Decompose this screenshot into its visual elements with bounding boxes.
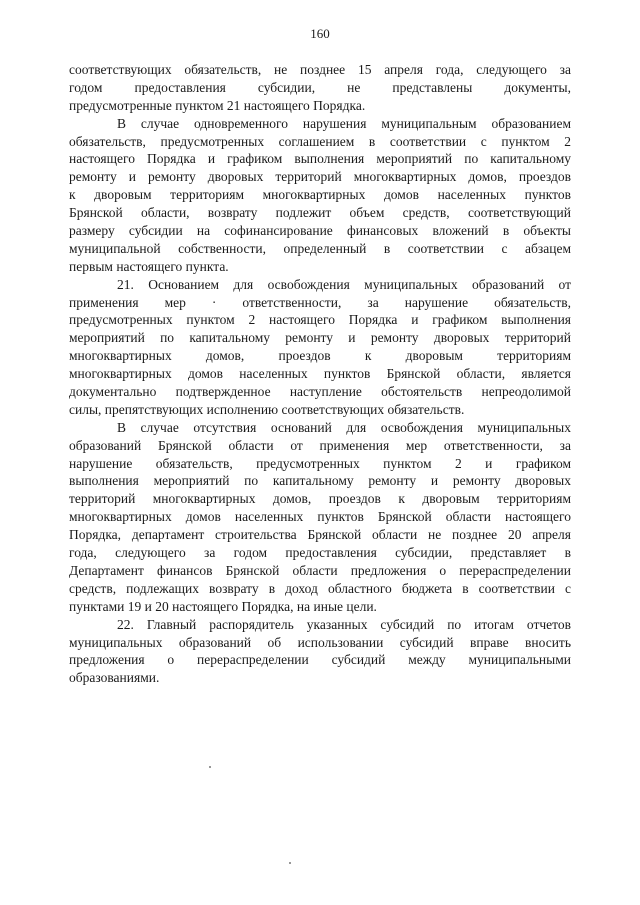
paragraph-line: 21. Основанием для освобождения муниципальных образований от	[117, 276, 571, 292]
paragraph-line: пунктами 19 и 20 настоящего Порядка, на иные цели.	[69, 598, 377, 614]
paragraph	[69, 61, 571, 115]
paragraph-line: средств, подлежащих возврату в доход областного бюджета в соответствии с	[69, 580, 571, 596]
paragraph-line: муниципальных образований об использовании субсидий вправе вносить	[69, 634, 571, 650]
paragraph-line: образованиями.	[69, 670, 160, 686]
scan-speck	[209, 766, 211, 768]
paragraph-line: размеру субсидии на софинансирование финансовых вложений в объекты	[69, 223, 571, 239]
paragraph-line: предложения о перераспределении субсидий между муниципальными	[69, 652, 571, 668]
paragraph-line: 22. Главный распорядитель указанных субсидий по итогам отчетов	[117, 616, 571, 632]
paragraph-line: настоящего Порядка и графиком выполнения мероприятий по капитальному	[69, 151, 571, 167]
paragraph-line: мероприятий по капитальному ремонту и ремонту дворовых территорий	[69, 330, 571, 346]
document-body	[69, 61, 571, 687]
page-number: 160	[310, 26, 330, 41]
paragraph-line: образований Брянской области от применения мер ответственности, за	[69, 437, 571, 453]
paragraph	[69, 115, 571, 276]
paragraph-line: Департамент финансов Брянской области предложения о перераспределении	[69, 562, 571, 578]
paragraph-line: обязательств, предусмотренных соглашением в соответствии с пунктом 2	[69, 133, 571, 149]
paragraph-line: предусмотренные пунктом 21 настоящего Порядка.	[69, 97, 366, 113]
scan-speck	[289, 862, 291, 864]
paragraph-line: силы, препятствующих исполнению соответствующих обязательств.	[69, 401, 465, 417]
paragraph-line: годом предоставления субсидии, не представлены документы,	[69, 79, 571, 95]
paragraph-line: В случае одновременного нарушения муниципальным образованием	[117, 115, 571, 131]
paragraph-line: ремонту и ремонту дворовых территорий многоквартирных домов, проездов	[69, 169, 571, 185]
paragraph-line: первым настоящего пункта.	[69, 258, 229, 274]
paragraph-line: применения мер · ответственности, за нарушение обязательств,	[69, 294, 571, 310]
paragraph-line: муниципальной собственности, определенный в соответствии с абзацем	[69, 240, 571, 256]
paragraph-line: выполнения мероприятий по капитальному ремонту и ремонту дворовых	[69, 473, 571, 489]
paragraph-line: многоквартирных домов населенных пунктов Брянской области настоящего	[69, 509, 571, 525]
paragraph	[69, 419, 571, 616]
paragraph-line: нарушение обязательств, предусмотренных пунктом 2 и графиком	[69, 455, 571, 471]
paragraph-line: года, следующего за годом предоставления субсидии, представляет в	[69, 545, 571, 561]
paragraph-line: территорий многоквартирных домов, проездов к дворовым территориям	[69, 491, 571, 507]
paragraph-line: к дворовым территориям многоквартирных домов населенных пунктов	[69, 187, 571, 203]
paragraph-line: многоквартирных домов населенных пунктов Брянской области, является	[69, 366, 571, 382]
paragraph-line: В случае отсутствия оснований для освобождения муниципальных	[117, 419, 571, 435]
paragraph-line: Порядка, департамент строительства Брянской области не позднее 20 апреля	[69, 527, 571, 543]
paragraph	[69, 276, 571, 419]
paragraph-line: многоквартирных домов, проездов к дворовым территориям	[69, 348, 571, 364]
paragraph-line: предусмотренных пунктом 2 настоящего Порядка и графиком выполнения	[69, 312, 571, 328]
paragraph-line: Брянской области, возврату подлежит объем средств, соответствующий	[69, 205, 571, 221]
paragraph-line: документально подтвержденное наступление обстоятельств непреодолимой	[69, 384, 571, 400]
paragraph-line: соответствующих обязательств, не позднее 15 апреля года, следующего за	[69, 62, 571, 77]
paragraph	[69, 616, 571, 688]
